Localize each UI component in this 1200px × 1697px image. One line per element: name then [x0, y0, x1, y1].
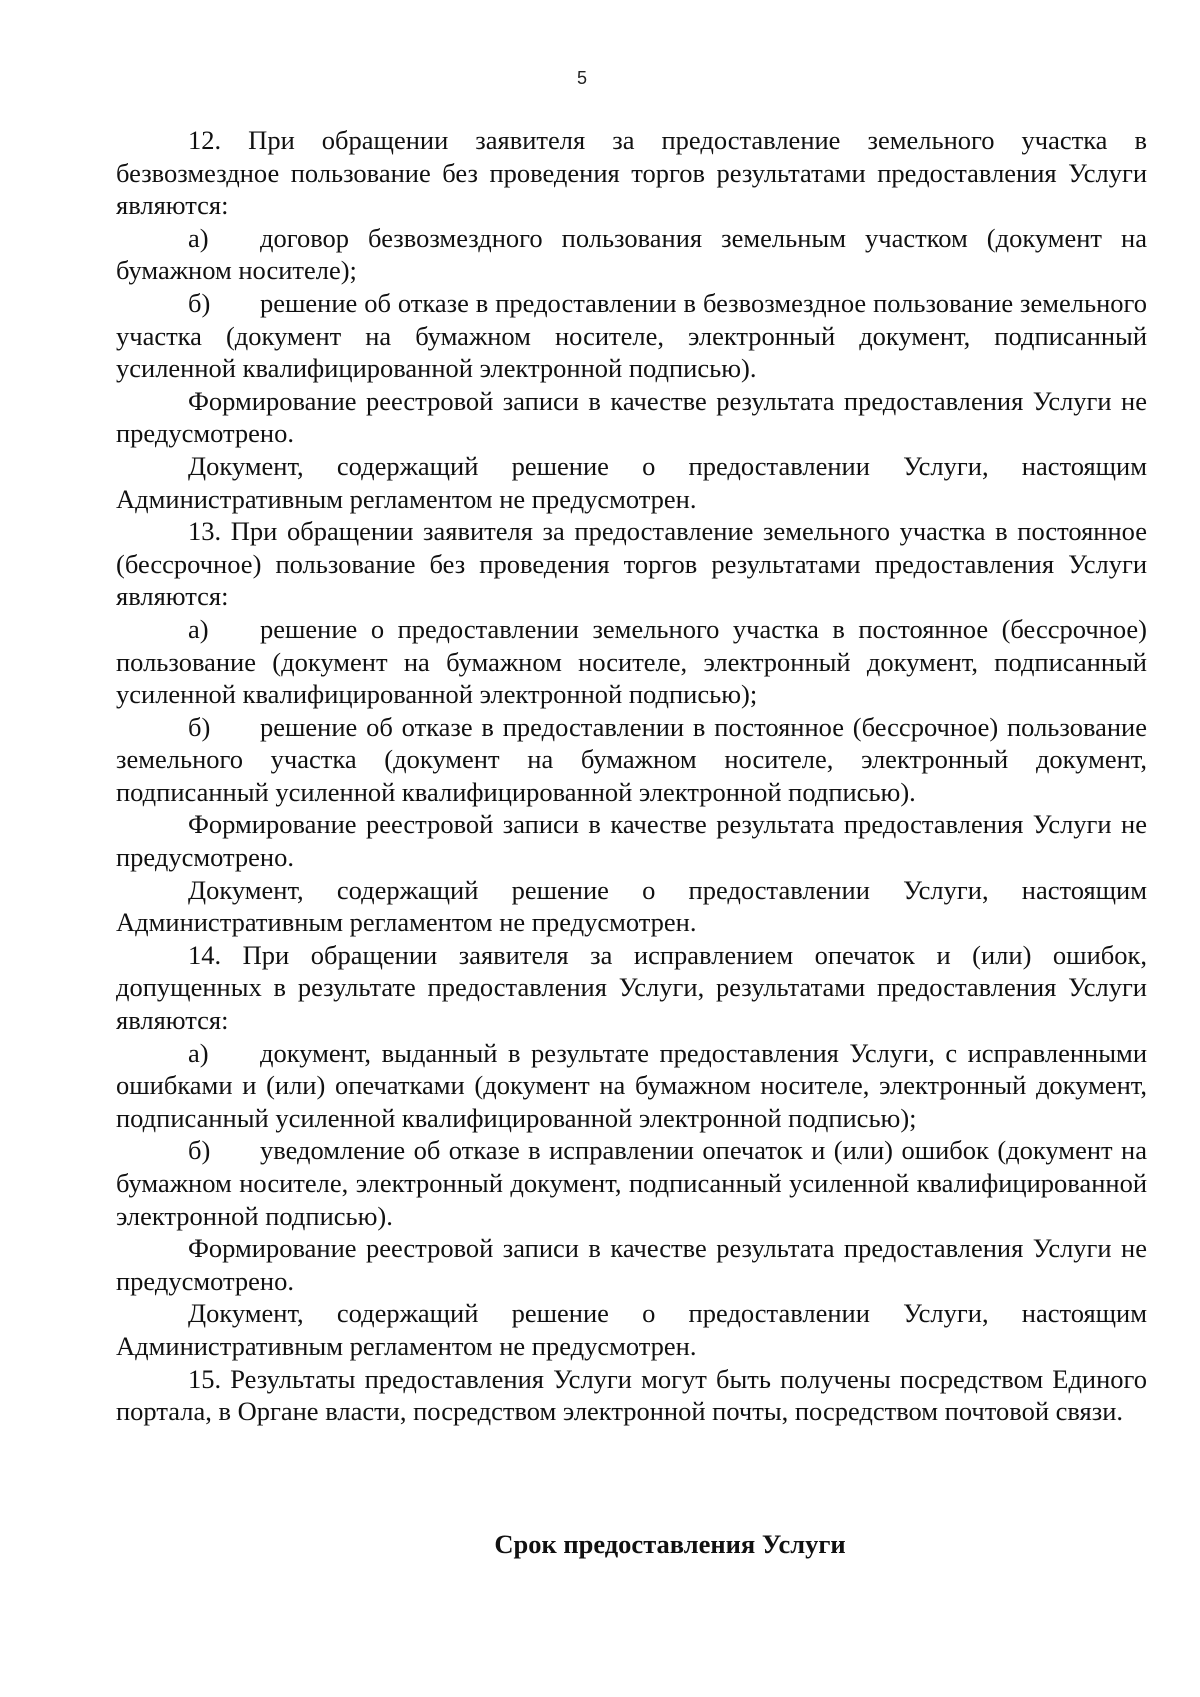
paragraph-15	[116, 1363, 1147, 1428]
list-item-14a	[116, 1037, 1147, 1135]
page-number: 5	[576, 68, 587, 88]
list-item-text: решение о предоставлении земельного участка в постоянное (бессрочное) пользование (документ на бумажном носителе, электронный документ, подписанный усиленной квалифицированной электронной подписью);	[116, 613, 1147, 710]
paragraph-text: 14. При обращении заявителя за исправлением опечаток и (или) ошибок, допущенных в результате предоставления Услуги, результатами предоставления Услуги являются:	[116, 939, 1147, 1036]
paragraph-text: Документ, содержащий решение о предоставлении Услуги, настоящим Административным регламентом не предусмотрен.	[116, 874, 1147, 938]
section-heading: Срок предоставления Услуги	[494, 1529, 846, 1559]
paragraph-12	[116, 124, 1147, 222]
list-item-12a	[116, 222, 1147, 287]
paragraph-14	[116, 939, 1147, 1037]
paragraph-registry-13	[116, 808, 1147, 873]
list-marker: б)	[188, 711, 211, 742]
paragraph-registry-14	[116, 1232, 1147, 1297]
paragraph-text: Документ, содержащий решение о предоставлении Услуги, настоящим Административным регламентом не предусмотрен.	[116, 1298, 1147, 1361]
list-item-text: документ, выданный в результате предоставления Услуги, с исправленными ошибками и (или) опечатками (документ на бумажном носителе, электронный документ, подписанный усиленной квалифицированной электронной подписью);	[116, 1037, 1147, 1133]
list-item-12b	[116, 287, 1147, 385]
list-marker: б)	[188, 287, 211, 318]
paragraph-text: 12. При обращении заявителя за предоставление земельного участка в безвозмездное пользование без проведения торгов результатами предоставления Услуги являются:	[116, 125, 1147, 221]
paragraph-text: 15. Результаты предоставления Услуги могут быть получены посредством Единого портала, в Органе власти, посредством электронной почты, посредством почтовой связи.	[116, 1363, 1147, 1427]
paragraph-text: Документ, содержащий решение о предоставлении Услуги, настоящим Административным регламентом не предусмотрен.	[116, 450, 1147, 514]
document-body	[116, 124, 1147, 1428]
paragraph-text: Формирование реестровой записи в качестве результата предоставления Услуги не предусмотрено.	[116, 385, 1147, 449]
paragraph-13	[116, 515, 1147, 613]
paragraph-registry-12	[116, 385, 1147, 450]
list-item-text: решение об отказе в предоставлении в безвозмездное пользование земельного участка (документ на бумажном носителе, электронный документ, подписанный усиленной квалифицированной электронной подписью).	[116, 287, 1147, 384]
paragraph-text: Формирование реестровой записи в качестве результата предоставления Услуги не предусмотрено.	[116, 1233, 1147, 1296]
list-item-text: решение об отказе в предоставлении в постоянное (бессрочное) пользование земельного участка (документ на бумажном носителе, электронный документ, подписанный усиленной квалифицированной электронной подписью).	[116, 711, 1147, 807]
paragraph-text: Формирование реестровой записи в качестве результата предоставления Услуги не предусмотрено.	[116, 809, 1147, 873]
list-item-14b	[116, 1134, 1147, 1232]
paragraph-document-13	[116, 874, 1147, 939]
list-marker: б)	[188, 1135, 211, 1166]
list-item-text: договор безвозмездного пользования земельным участком (документ на бумажном носителе);	[116, 222, 1147, 286]
paragraph-document-14	[116, 1297, 1147, 1362]
list-item-text: уведомление об отказе в исправлении опечаток и (или) ошибок (документ на бумажном носителе, электронный документ, подписанный усиленной квалифицированной электронной подписью).	[116, 1135, 1147, 1231]
list-item-13b	[116, 711, 1147, 809]
list-marker: а)	[188, 1037, 209, 1068]
paragraph-document-12	[116, 450, 1147, 515]
list-marker: а)	[188, 613, 209, 644]
paragraph-text: 13. При обращении заявителя за предоставление земельного участка в постоянное (бессрочное) пользование без проведения торгов результатами предоставления Услуги являются:	[116, 516, 1147, 612]
list-item-13a	[116, 613, 1147, 711]
list-marker: а)	[188, 222, 209, 253]
